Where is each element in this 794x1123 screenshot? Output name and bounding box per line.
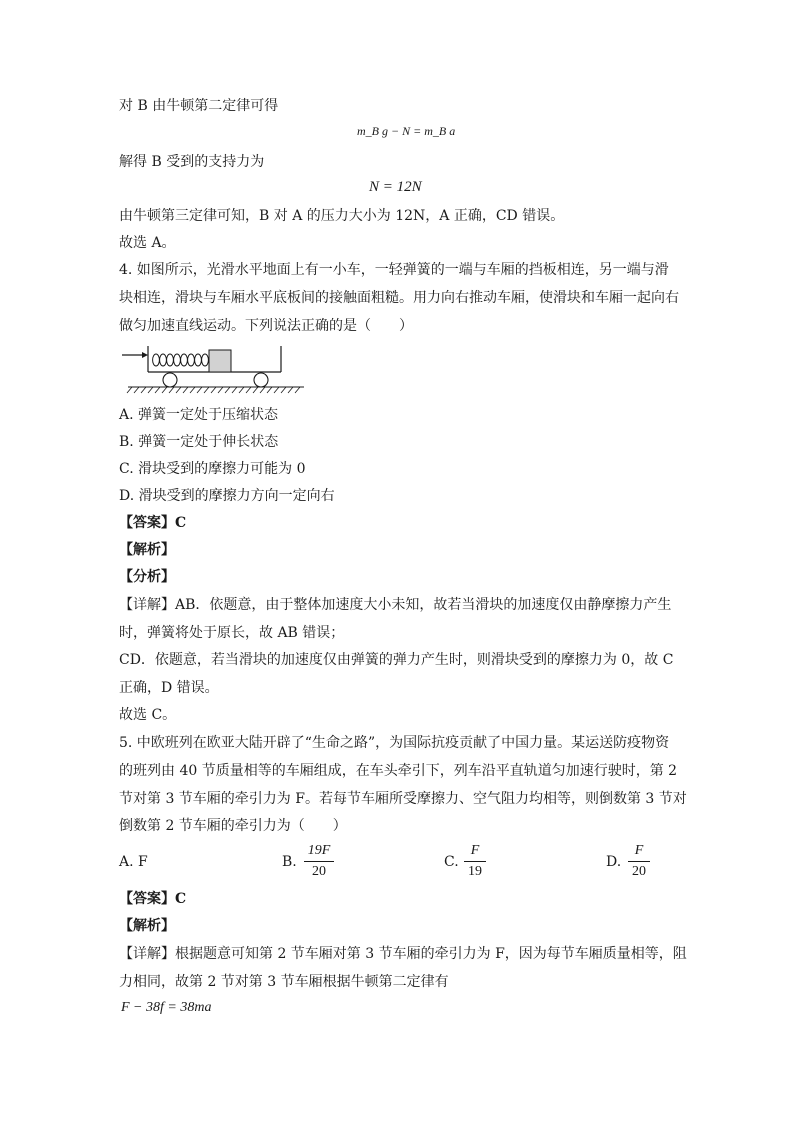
fraction-option-d (628, 843, 650, 880)
option-c-label: C. (444, 854, 459, 870)
answer-label: 【答案】C (119, 515, 187, 531)
option-d: D. 滑块受到的摩擦力方向一定向右 (119, 488, 335, 504)
denominator: 19 (468, 864, 482, 879)
question-5-stem: 的班列由 40 节质量相等的车厢组成，在车头牵引下，列车沿平直轨道匀加速行驶时，第 2 (119, 763, 678, 779)
denominator: 20 (632, 864, 646, 879)
question-5-stem: 倒数第 2 节车厢的牵引力为（ ） (119, 818, 347, 834)
option-c: C. 滑块受到的摩擦力可能为 0 (119, 461, 306, 477)
answer-label: 【答案】C (119, 891, 187, 907)
equation-newton-b (357, 124, 455, 139)
equation-text: F − 38f = 38ma (121, 1000, 212, 1015)
question-5-stem: 节对第 3 节车厢的牵引力为 F。若每节车厢所受摩擦力、空气阻力均相等，则倒数第 3 节对 (119, 791, 687, 807)
explanation-line: 力相同，故第 2 节对第 3 节车厢根据牛顿第二定律有 (119, 974, 449, 990)
option-a: A. 弹簧一定处于压缩状态 (119, 407, 279, 423)
fraction-bar (628, 861, 650, 862)
text-line: 故选 A。 (119, 235, 176, 251)
equation-text: N = 12N (369, 179, 422, 195)
text-line: 由牛顿第三定律可知，B 对 A 的压力大小为 12N，A 正确，CD 错误。 (119, 208, 565, 224)
fraction-option-c (464, 843, 486, 880)
option-d-label: D. (606, 854, 622, 870)
explanation-line: 时，弹簧将处于原长，故 AB 错误； (119, 625, 345, 641)
explanation-line: 正确，D 错误。 (119, 680, 219, 696)
analysis-sub-label: 【分析】 (119, 569, 175, 585)
explanation-line: 故选 C。 (119, 707, 177, 723)
text-line: 对 B 由牛顿第二定律可得 (119, 98, 279, 114)
analysis-label: 【解析】 (119, 542, 175, 558)
explanation-line: CD．依题意，若当滑块的加速度仅由弹簧的弹力产生时，则滑块受到的摩擦力为 0，故 C (119, 652, 674, 668)
analysis-label: 【解析】 (119, 918, 175, 934)
fraction-option-b (304, 843, 334, 880)
fraction-bar (304, 861, 334, 862)
equation-text: m_B g − N = m_B a (357, 124, 456, 138)
cart-spring-diagram (118, 343, 308, 395)
numerator: F (634, 843, 644, 858)
text-line: 解得 B 受到的支持力为 (119, 154, 265, 170)
denominator: 20 (312, 864, 326, 879)
numerator: 19F (307, 843, 331, 858)
equation-support-force (369, 179, 422, 196)
option-b-label: B. (282, 854, 297, 870)
question-4-stem: 块相连，滑块与车厢水平底板间的接触面粗糙。用力向右推动车厢，使滑块和车厢一起向右 (119, 290, 679, 306)
question-4-stem: 做匀加速直线运动。下列说法正确的是（ ） (119, 318, 413, 334)
numerator: F (470, 843, 480, 858)
explanation-line: 【详解】AB．依题意，由于整体加速度大小未知，故若当滑块的加速度仅由静摩擦力产生 (119, 597, 672, 613)
equation-newton-cars (121, 1000, 211, 1016)
option-a: A. F (119, 854, 148, 870)
explanation-line: 【详解】根据题意可知第 2 节车厢对第 3 节车厢的牵引力为 F，因为每节车厢质量相等，阻 (119, 946, 687, 962)
option-b: B. 弹簧一定处于伸长状态 (119, 434, 279, 450)
question-4-stem: 4. 如图所示，光滑水平地面上有一小车，一轻弹簧的一端与车厢的挡板相连，另一端与滑 (119, 262, 669, 278)
fraction-bar (464, 861, 486, 862)
question-5-stem: 5. 中欧班列在欧亚大陆开辟了“生命之路”，为国际抗疫贡献了中国力量。某运送防疫物资 (119, 735, 670, 751)
